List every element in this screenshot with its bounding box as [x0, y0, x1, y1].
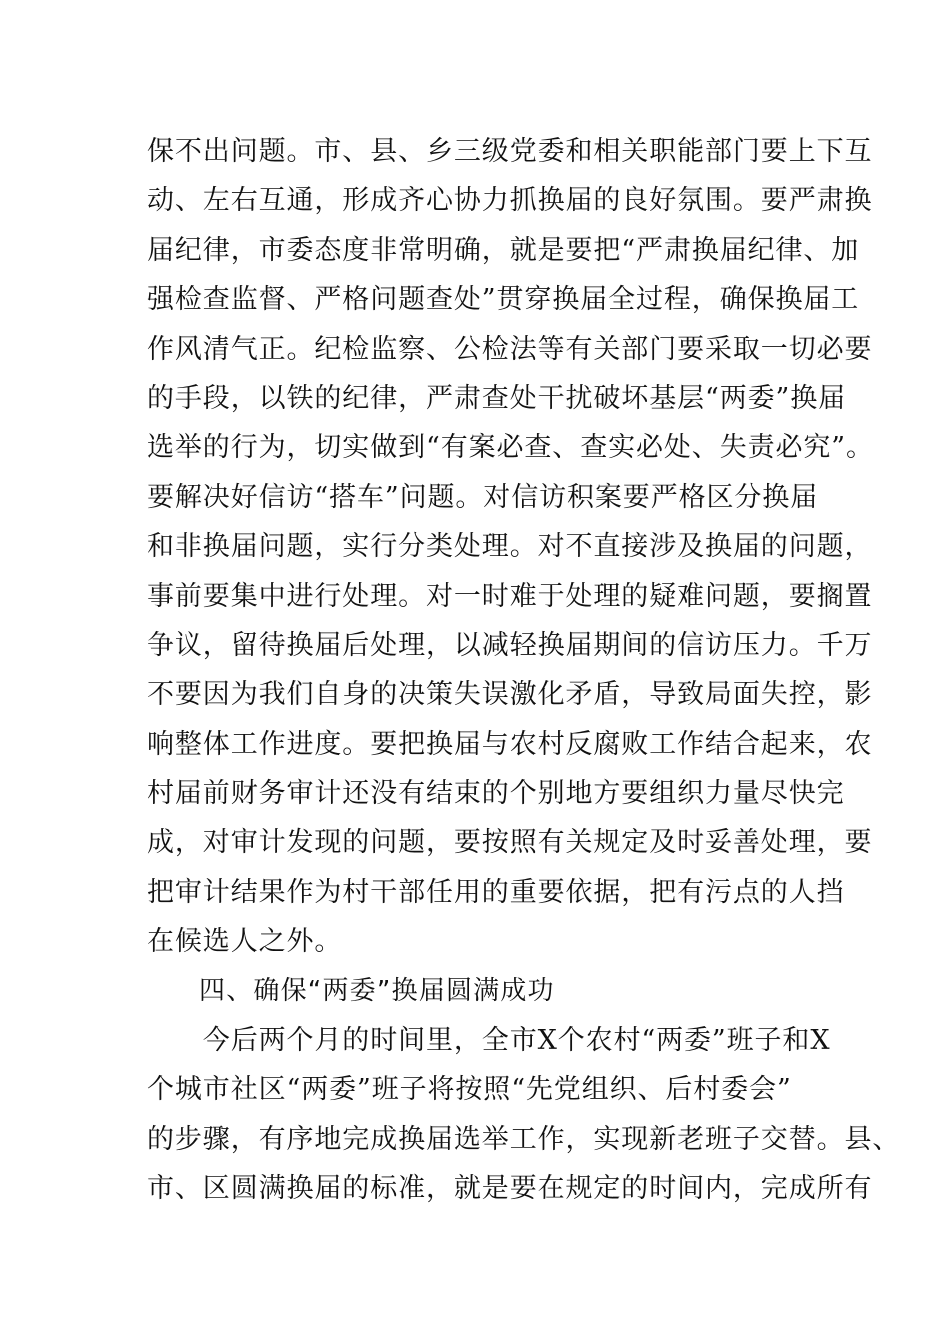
- text-line: 事前要集中进行处理。对一时难于处理的疑难问题，要搁置: [147, 580, 873, 612]
- text-line: 把审计结果作为村干部任用的重要依据，把有污点的人挡: [147, 876, 845, 908]
- section-heading: 四、确保“两委”换届圆满成功: [199, 975, 555, 1006]
- text-line: 响整体工作进度。要把换届与农村反腐败工作结合起来，农: [147, 728, 873, 760]
- text-line: 届纪律，市委态度非常明确，就是要把“严肃换届纪律、加: [147, 234, 860, 266]
- text-line: 作风清气正。纪检监察、公检法等有关部门要采取一切必要: [147, 333, 873, 365]
- text-line: 成，对审计发现的问题，要按照有关规定及时妥善处理，要: [147, 827, 873, 859]
- text-line: 村届前财务审计还没有结束的个别地方要组织力量尽快完: [147, 778, 845, 810]
- text-line: 今后两个月的时间里，全市X个农村“两委”班子和X: [147, 1025, 831, 1057]
- text-line: 不要因为我们自身的决策失误激化矛盾，导致局面失控，影: [147, 679, 873, 711]
- text-line: 要解决好信访“搭车”问题。对信访积案要严格区分换届: [147, 481, 819, 513]
- text-line: 动、左右互通，形成齐心协力抓换届的良好氛围。要严肃换: [147, 185, 873, 217]
- text-line: 强检查监督、严格问题查处”贯穿换届全过程，确保换届工: [147, 284, 860, 316]
- text-line: 选举的行为，切实做到“有案必查、查实必处、失责必究”。: [147, 432, 874, 464]
- text-line: 个城市社区“两委”班子将按照“先党组织、后村委会”: [147, 1074, 792, 1106]
- text-line: 和非换届问题，实行分类处理。对不直接涉及换届的问题，: [147, 531, 873, 563]
- text-line: 的步骤，有序地完成换届选举工作，实现新老班子交替。县、: [147, 1123, 901, 1155]
- text-line: 在候选人之外。: [147, 926, 343, 958]
- text-line: 的手段，以铁的纪律，严肃查处干扰破坏基层“两委”换届: [147, 382, 847, 414]
- text-line: 保不出问题。市、县、乡三级党委和相关职能部门要上下互: [147, 136, 873, 167]
- text-line: 争议，留待换届后处理，以减轻换届期间的信访压力。千万: [147, 629, 873, 661]
- body-text: [147, 127, 901, 1214]
- text-line: 市、区圆满换届的标准，就是要在规定的时间内，完成所有: [147, 1173, 873, 1205]
